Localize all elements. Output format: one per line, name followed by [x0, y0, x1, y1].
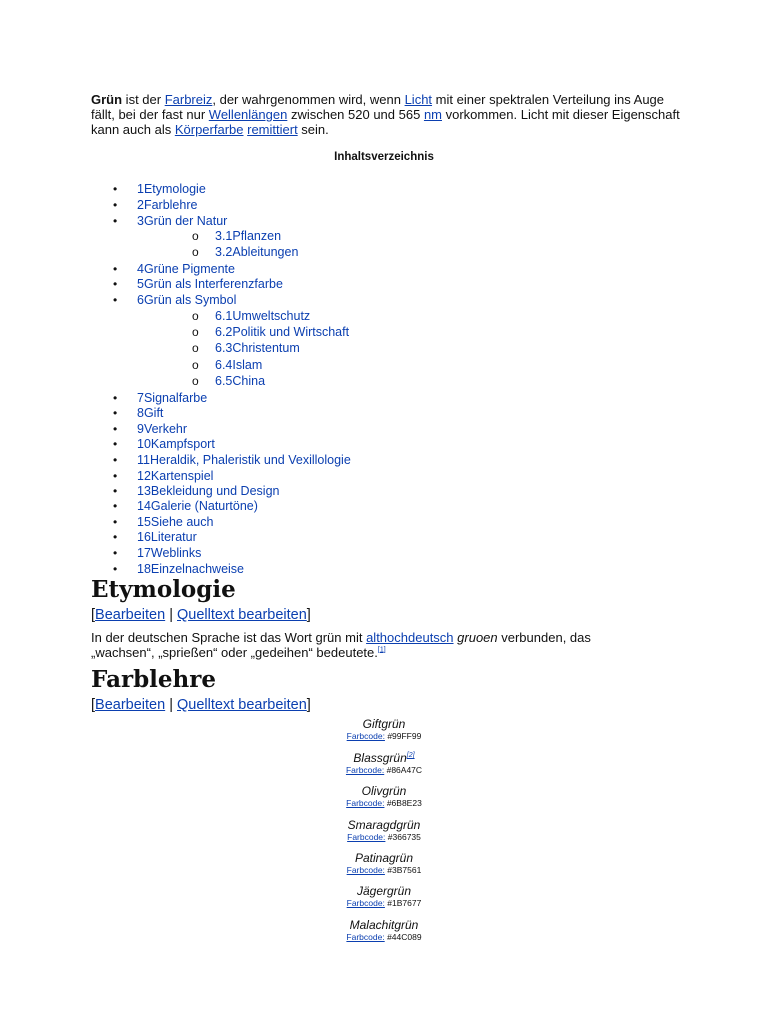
edit-links-farblehre: [Bearbeiten | Quelltext bearbeiten] [91, 697, 311, 713]
swatch-name: Smaragdgrün [347, 818, 421, 832]
farbcode-link[interactable]: Farbcode: [346, 798, 385, 808]
farbcode-link[interactable]: Farbcode: [346, 898, 385, 908]
toc-link[interactable]: 5Grün als Interferenzfarbe [137, 277, 283, 291]
farbcode-link[interactable]: Farbcode: [345, 765, 385, 775]
toc-bullet: • [113, 499, 118, 513]
color-swatch [0, 851, 768, 876]
link-farbreiz[interactable]: Farbreiz [164, 92, 213, 107]
toc-bullet: • [113, 469, 118, 483]
intro-term: Grün [91, 92, 123, 107]
toc-link[interactable]: 6.2Politik und Wirtschaft [215, 325, 350, 339]
toc-bullet: • [113, 406, 118, 420]
toc-bullet: • [113, 277, 118, 291]
color-swatch [0, 784, 768, 809]
toc-link[interactable]: 14Galerie (Naturtöne) [137, 499, 258, 513]
link-wellenlaengen[interactable]: Wellenlängen [208, 107, 288, 122]
swatch-name: Patinagrün [354, 851, 414, 865]
toc-link[interactable]: 3.2Ableitungen [215, 245, 299, 259]
toc-bullet: • [113, 422, 118, 436]
color-swatch [0, 751, 768, 776]
toc-link[interactable]: 9Verkehr [137, 422, 188, 436]
swatch-name: Blassgrün[2] [353, 751, 415, 765]
toc-link[interactable]: 7Signalfarbe [137, 391, 208, 405]
swatch-code [0, 731, 768, 742]
toc-bullet: • [113, 453, 118, 467]
hex-code: #366735 [387, 832, 421, 842]
toc-bullet: • [113, 562, 118, 576]
swatch-name: Olivgrün [361, 784, 407, 798]
toc-bullet: • [113, 262, 118, 276]
toc-link[interactable]: 3.1Pflanzen [215, 229, 282, 243]
toc-bullet: • [113, 293, 118, 307]
link-althochdeutsch[interactable]: althochdeutsch [366, 630, 454, 645]
link-nm[interactable]: nm [423, 107, 442, 122]
toc-link[interactable]: 3Grün der Natur [137, 214, 228, 228]
toc-bullet: • [113, 546, 118, 560]
toc-link[interactable]: 6.5China [215, 374, 266, 388]
source-edit-button-etymologie[interactable]: Quelltext bearbeiten [177, 607, 307, 623]
toc-link[interactable]: 17Weblinks [137, 546, 202, 560]
swatch-code [0, 932, 768, 943]
toc-bullet: o [192, 229, 199, 243]
heading-farblehre: Farblehre [91, 666, 217, 693]
toc-title: Inhaltsverzeichnis [334, 151, 434, 163]
swatch-name: Giftgrün [362, 717, 406, 731]
toc-bullet: o [192, 374, 199, 388]
toc-bullet: o [192, 245, 199, 259]
etymologie-paragraph: In der deutschen Sprache ist das Wort grün mit althochdeutsch gruoen verbunden, das „wachsen“, „sprießen“ oder „gedeihen“ bedeutete.[1] [91, 630, 591, 660]
swatch-name: Malachitgrün [349, 918, 419, 932]
farbcode-link[interactable]: Farbcode: [346, 731, 385, 741]
swatch-code [0, 832, 768, 843]
hex-code: #86A47C [386, 765, 423, 775]
toc-bullet: • [113, 391, 118, 405]
toc-link[interactable]: 6.4Islam [215, 358, 263, 372]
toc-link[interactable]: 1Etymologie [137, 182, 206, 196]
hex-code: #3B7561 [387, 865, 422, 875]
swatch-code [0, 798, 768, 809]
toc-link[interactable]: 10Kampfsport [137, 437, 215, 451]
edit-links-etymologie: [Bearbeiten | Quelltext bearbeiten] [91, 607, 311, 623]
toc-link[interactable]: 15Siehe auch [137, 515, 214, 529]
link-licht[interactable]: Licht [404, 92, 433, 107]
source-edit-button-farblehre[interactable]: Quelltext bearbeiten [177, 697, 307, 713]
toc-bullet: • [113, 530, 118, 544]
toc-link[interactable]: 4Grüne Pigmente [137, 262, 235, 276]
toc-link[interactable]: 6.1Umweltschutz [215, 309, 311, 323]
toc-link[interactable]: 12Kartenspiel [137, 469, 214, 483]
color-swatch [0, 717, 768, 742]
ref-1-link[interactable]: [1] [377, 646, 386, 654]
color-swatch [0, 918, 768, 943]
toc-link[interactable]: 18Einzelnachweise [137, 562, 245, 576]
edit-button-etymologie[interactable]: Bearbeiten [95, 607, 166, 623]
toc-link[interactable]: 2Farblehre [137, 198, 198, 212]
swatch-code [0, 765, 768, 776]
toc-bullet: • [113, 182, 118, 196]
link-koerperfarbe[interactable]: Körperfarbe [174, 122, 244, 137]
swatch-name: Jägergrün [356, 884, 412, 898]
hex-code: #44C089 [387, 932, 422, 942]
toc-bullet: • [113, 484, 118, 498]
toc-link[interactable]: 6Grün als Symbol [137, 293, 237, 307]
toc-bullet: o [192, 341, 199, 355]
swatch-code [0, 865, 768, 876]
swatch-code [0, 898, 768, 909]
farbcode-link[interactable]: Farbcode: [347, 832, 386, 842]
hex-code: #99FF99 [387, 731, 422, 741]
toc-bullet: o [192, 309, 199, 323]
hex-code: #6B8E23 [386, 798, 422, 808]
toc-bullet: • [113, 214, 118, 228]
toc-bullet: o [192, 325, 199, 339]
toc-bullet: o [192, 358, 199, 372]
farbcode-link[interactable]: Farbcode: [346, 865, 385, 875]
farbcode-link[interactable]: Farbcode: [346, 932, 385, 942]
heading-etymologie: Etymologie [91, 576, 236, 603]
ref-link[interactable]: [2] [406, 752, 415, 759]
intro-paragraph: Grün ist der Farbreiz, der wahrgenommen wird, wenn Licht mit einer spektralen Verteilung ins Auge fällt, bei der fast nur Wellenlängen zwischen 520 und 565 nm vorkommen. Licht mit dieser Eigenschaft kann auch als Körperfarbe remittiert sein. [91, 92, 680, 137]
toc-link[interactable]: 11Heraldik, Phaleristik und Vexillologie [137, 453, 351, 467]
toc-link[interactable]: 13Bekleidung und Design [137, 484, 280, 498]
toc-link[interactable]: 16Literatur [137, 530, 197, 544]
link-remittiert[interactable]: remittiert [247, 122, 298, 137]
color-swatch [0, 818, 768, 843]
toc-bullet: • [113, 515, 118, 529]
toc-bullet: • [113, 198, 118, 212]
color-swatch [0, 884, 768, 909]
toc-link[interactable]: 8Gift [137, 406, 164, 420]
toc-link[interactable]: 6.3Christentum [215, 341, 300, 355]
hex-code: #1B7677 [387, 898, 422, 908]
edit-button-farblehre[interactable]: Bearbeiten [95, 697, 166, 713]
toc-bullet: • [113, 437, 118, 451]
